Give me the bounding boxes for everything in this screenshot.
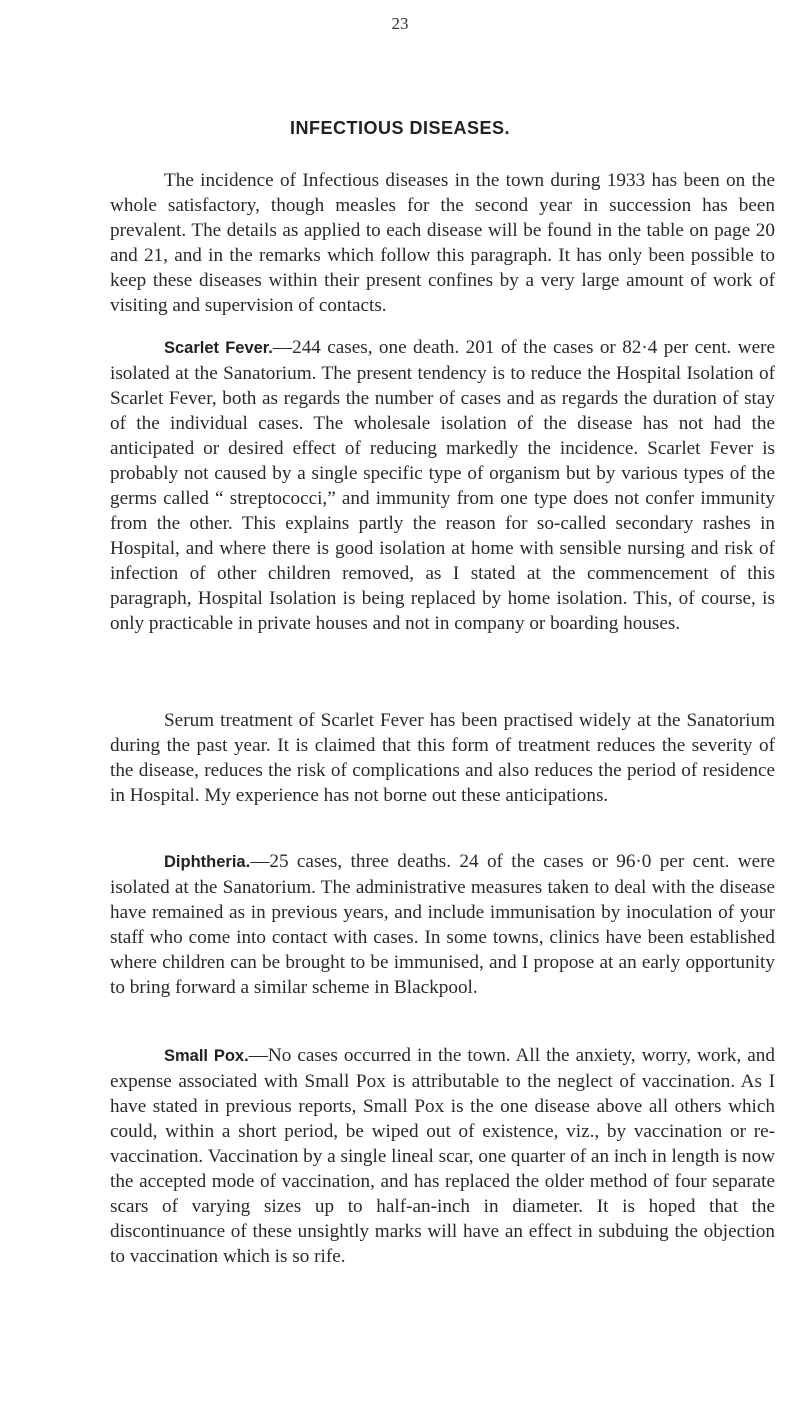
section-heading-diphtheria: Diphtheria. bbox=[164, 853, 251, 871]
paragraph-serum-treatment bbox=[110, 708, 775, 808]
paragraph-small-pox bbox=[110, 1043, 775, 1269]
paragraph-scarlet-fever bbox=[110, 335, 775, 636]
section-heading-scarlet-fever: Scarlet Fever. bbox=[164, 339, 273, 357]
section-heading-small-pox: Small Pox. bbox=[164, 1047, 249, 1065]
paragraph-diphtheria bbox=[110, 849, 775, 1000]
paragraph-text: The incidence of Infectious diseases in the town during 1933 has been on the whole satisfactory, though measles for the second year in succession has been prevalent. The details as applied to each disease will be found in the table on page 20 and 21, and in the remarks which follow this paragraph. It has only been possible to keep these diseases within their present confines by a very large amount of work of visiting and supervision of contacts. bbox=[110, 170, 775, 316]
page-title: INFECTIOUS DISEASES. bbox=[289, 118, 511, 138]
paragraph-text: —25 cases, three deaths. 24 of the cases or 96·0 per cent. were isolated at the Sanatorium. The administrative measures taken to deal with the disease have remained as in previous years, and include immunisation by inoculation of your staff who come into contact with cases. In some towns, clinics have been established where children can be brought to be immunised, and I propose at an early opportunity to bring forward a similar scheme in Blackpool. bbox=[110, 851, 775, 998]
paragraph-text: Serum treatment of Scarlet Fever has been practised widely at the Sanatorium during the past year. It is claimed that this form of treatment reduces the severity of the disease, reduces the risk of complications and also reduces the period of residence in Hospital. My experience has not borne out these anticipations. bbox=[110, 710, 775, 806]
paragraph-introduction bbox=[110, 168, 775, 318]
page-number: 23 bbox=[391, 14, 409, 33]
paragraph-text: —244 cases, one death. 201 of the cases or 82·4 per cent. were isolated at the Sanatorium. The present tendency is to reduce the Hospital Isolation of Scarlet Fever, both as regards the number of cases and as regards the duration of stay of the individual cases. The wholesale isolation of the disease has not had the anticipated or desired effect of reducing markedly the incidence. Scarlet Fever is probably not caused by a single specific type of organism but by various types of the germs called “ streptococci,” and immunity from one type does not confer immunity from the other. This explains partly the reason for so-called secondary rashes in Hospital, and where there is good isolation at home with sensible nursing and risk of infection of other children removed, as I stated at the commencement of this paragraph, Hospital Isolation is being replaced by home isolation. This, of course, is only practicable in private houses and not in company or boarding houses. bbox=[110, 337, 775, 634]
paragraph-text: —No cases occurred in the town. All the anxiety, worry, work, and expense associated with Small Pox is attributable to the neglect of vaccination. As I have stated in previous reports, Small Pox is the one disease above all others which could, within a short period, be wiped out of existence, viz., by vaccination or re-vaccination. Vaccination by a single lineal scar, one quarter of an inch in length is now the accepted mode of vaccination, and has replaced the older method of four separate scars of varying sizes up to half-an-inch in diameter. It is hoped that the discontinuance of these unsightly marks will have an effect in subduing the objection to vaccination which is so rife. bbox=[110, 1045, 775, 1267]
